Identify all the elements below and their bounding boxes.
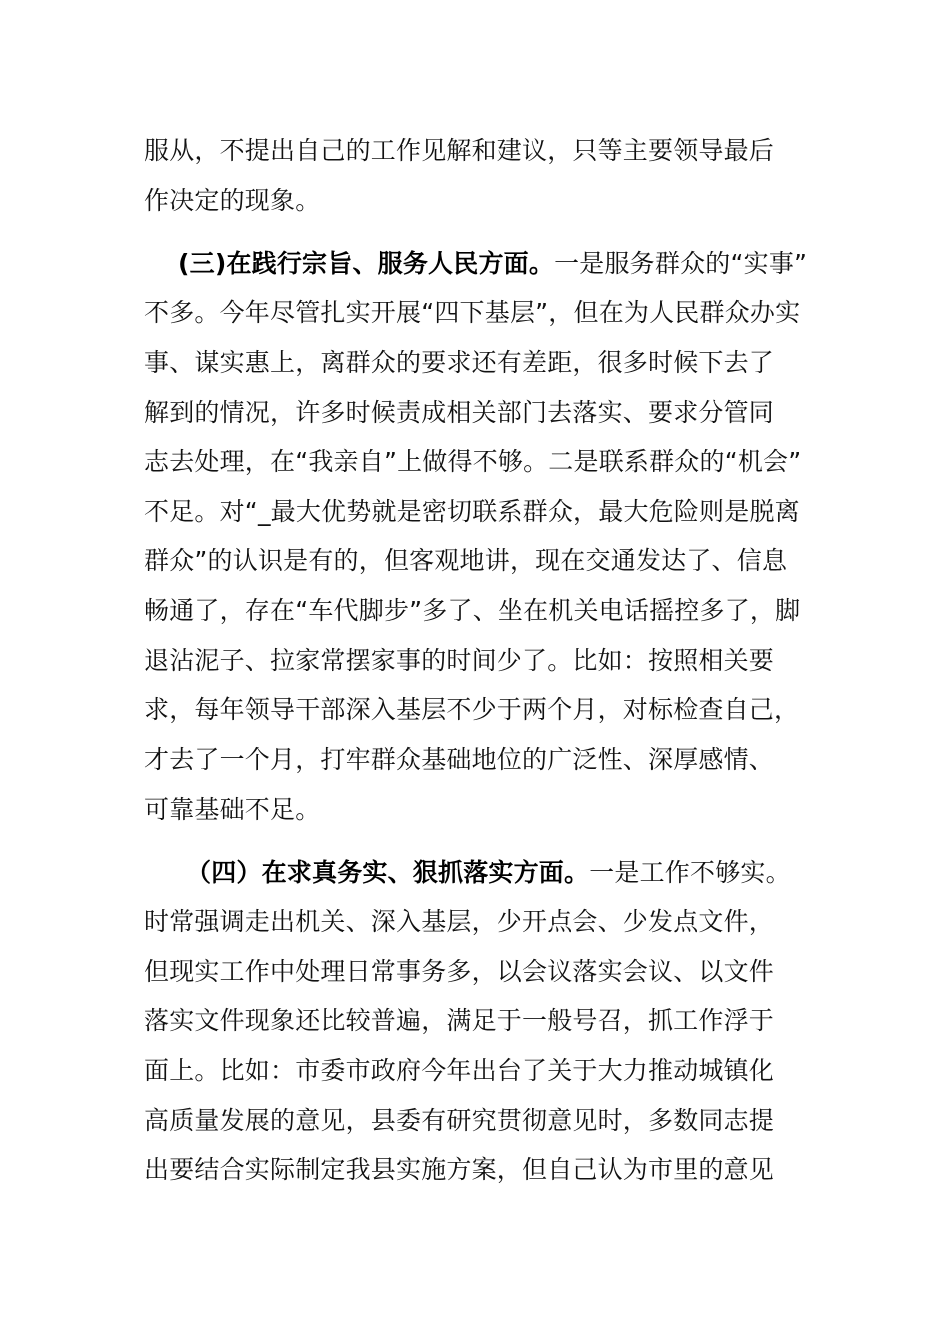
text-line: 才去了一个月，打牢群众基础地位的广泛性、深厚感情、 <box>144 745 775 774</box>
text-line: 时常强调走出机关、深入基层，少开点会、少发点文件， <box>144 907 775 936</box>
text-line: 作决定的现象。 <box>144 186 321 215</box>
text-line: 解到的情况，许多时候责成相关部门去落实、要求分管同 <box>144 398 775 427</box>
section-3-heading: (三)在践行宗旨、服务人民方面。 <box>178 249 555 278</box>
text-line: 出要结合实际制定我县实施方案，但自己认为市里的意见 <box>144 1155 775 1184</box>
text-line: 退沾泥子、拉家常摆家事的时间少了。比如：按照相关要 <box>144 646 775 675</box>
text-line: 畅通了，存在“车代脚步”多了、坐在机关电话摇控多了，脚 <box>144 596 801 625</box>
section-4-heading: （四）在求真务实、狠抓落实方面。 <box>186 858 590 887</box>
text-line: 服从，不提出自己的工作见解和建议，只等主要领导最后 <box>144 136 775 165</box>
text-line: 面上。比如：市委市政府今年出台了关于大力推动城镇化 <box>144 1056 775 1085</box>
text-line: 求，每年领导干部深入基层不少于两个月，对标检查自己， <box>144 695 800 724</box>
text-line: 可靠基础不足。 <box>144 795 321 824</box>
section-3-lead-text: 一是服务群众的“实事” <box>554 249 808 278</box>
text-line: 但现实工作中处理日常事务多，以会议落实会议、以文件 <box>144 957 775 986</box>
section-4-first-line <box>186 856 791 890</box>
text-line: 不足。对“_最大优势就是密切联系群众，最大危险则是脱离 <box>144 497 800 526</box>
text-line: 不多。今年尽管扎实开展“四下基层”，但在为人民群众办实 <box>144 298 801 327</box>
text-line: 落实文件现象还比较普遍，满足于一般号召，抓工作浮于 <box>144 1006 775 1035</box>
text-line: 群众”的认识是有的，但客观地讲，现在交通发达了、信息 <box>144 546 788 575</box>
text-line: 高质量发展的意见，县委有研究贯彻意见时，多数同志提 <box>144 1106 775 1135</box>
text-line: 事、谋实惠上，离群众的要求还有差距，很多时候下去了 <box>144 348 775 377</box>
section-3-first-line <box>178 247 807 281</box>
section-4-lead-text: 一是工作不够实。 <box>589 858 791 887</box>
text-line: 志去处理，在“我亲自”上做得不够。二是联系群众的“机会” <box>144 447 802 476</box>
